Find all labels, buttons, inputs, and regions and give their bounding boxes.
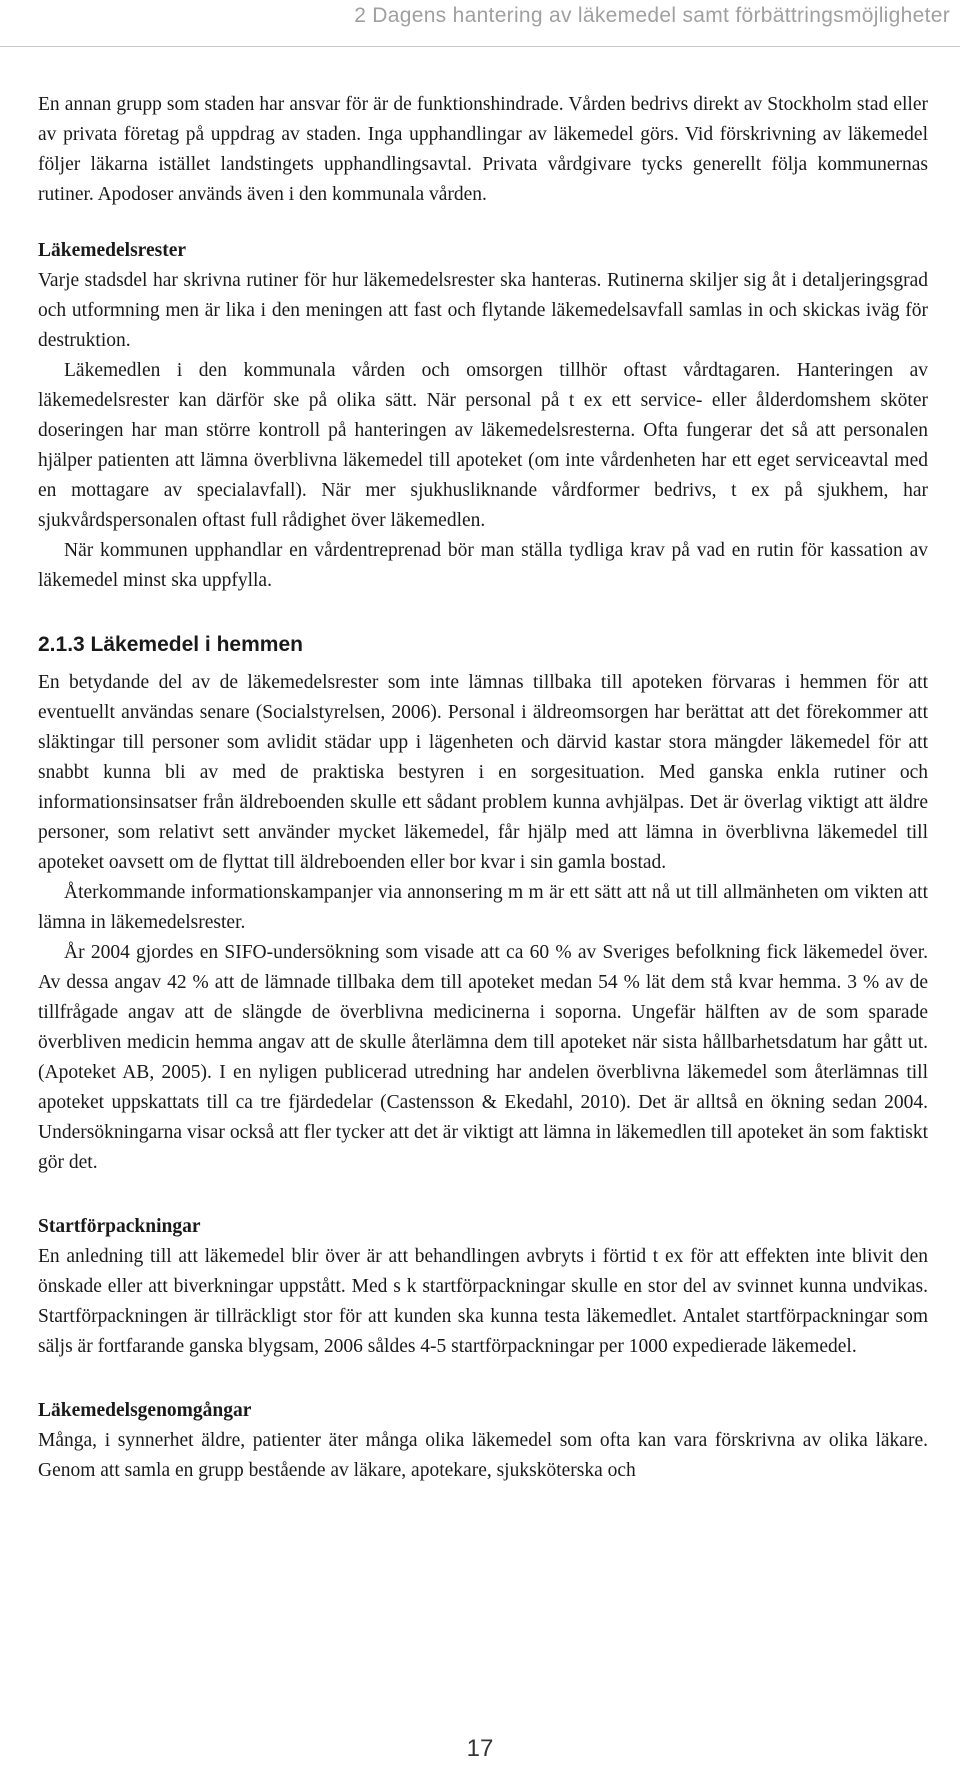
running-header: 2 Dagens hantering av läkemedel samt förbättringsmöjligheter bbox=[354, 4, 950, 27]
body-text bbox=[38, 90, 928, 1486]
paragraph: En anledning till att läkemedel blir över är att behandlingen avbryts i förtid t ex för att effekten inte blivit den önskade eller att biverkningar uppstått. Med s k startförpackningar skulle en stor del av svinnet kunna undvikas. Startförpackningen är tillräckligt stor för att kunden ska kunna testa läkemedlet. Antalet startförpackningar som säljs är fortfarande ganska blygsam, 2006 såldes 4-5 startförpackningar per 1000 expedierade läkemedel. bbox=[38, 1246, 928, 1357]
paragraph: Läkemedlen i den kommunala vården och omsorgen tillhör oftast vårdtagaren. Hanteringen av läkemedelsrester kan därför ske på olika sätt. När personal på t ex ett service- eller ålderdomshem sköter doseringen har man större kontroll på hanteringen av läkemedelsresterna. Ofta fungerar det så att personalen hjälper patienten att lämna överblivna läkemedel till apoteket (om inte vårdenheten har ett eget serviceavtal med en mottagare av specialavfall). När mer sjukhusliknande vårdformer bedrivs, t ex på sjukhem, har sjukvårdspersonalen oftast full rådighet över läkemedlen. bbox=[38, 360, 928, 531]
paragraph: Varje stadsdel har skrivna rutiner för hur läkemedelsrester ska hanteras. Rutinerna skiljer sig åt i detaljeringsgrad och utformning men är lika i den meningen att fast och flytande läkemedelsavfall samlas in och skickas iväg för destruktion. bbox=[38, 270, 928, 351]
paragraph: Många, i synnerhet äldre, patienter äter många olika läkemedel som ofta kan vara förskrivna av olika läkare. Genom att samla en grupp bestående av läkare, apotekare, sjuksköterska och bbox=[38, 1430, 928, 1481]
subheading-startforpackningar: Startförpackningar bbox=[38, 1216, 201, 1237]
header-divider bbox=[0, 46, 960, 47]
paragraph: Återkommande informationskampanjer via annonsering m m är ett sätt att nå ut till allmänheten om vikten att lämna in läkemedelsrester. bbox=[38, 882, 928, 933]
subheading-lakemedelsrester: Läkemedelsrester bbox=[38, 240, 187, 261]
subheading-lakemedelsgenomgangar: Läkemedelsgenomgångar bbox=[38, 1400, 252, 1421]
section-heading-lakemedel-i-hemmen: 2.1.3 Läkemedel i hemmen bbox=[38, 633, 303, 656]
paragraph: År 2004 gjordes en SIFO-undersökning som visade att ca 60 % av Sveriges befolkning fick läkemedel över. Av dessa angav 42 % att de lämnade tillbaka dem till apoteket medan 54 % lät dem stå kvar hemma. 3 % av de tillfrågade angav att de slängde de överblivna medicinerna i soporna. Ungefär hälften av de som sparade överbliven medicin hemma angav att de skulle återlämna dem till apoteket när sista hållbarhetsdatum har gått ut. (Apoteket AB, 2005). I en nyligen publicerad utredning har andelen överblivna läkemedel som återlämnas till apoteket uppskattats till ca tre fjärdedelar (Castensson & Ekedahl, 2010). Det är alltså en ökning sedan 2004. Undersökningarna visar också att fler tycker att det är viktigt att lämna in läkemedlen till apoteket än som faktiskt gör det. bbox=[38, 942, 928, 1173]
page-number: 17 bbox=[466, 1735, 494, 1762]
intro-paragraph: En annan grupp som staden har ansvar för är de funktionshindrade. Vården bedrivs direkt av Stockholm stad eller av privata företag på uppdrag av staden. Inga upphandlingar av läkemedel görs. Vid förskrivning av läkemedel följer läkarna istället landstingets upphandlingsavtal. Privata vårdgivare tycks generellt följa kommunernas rutiner. Apodoser används även i den kommunala vården. bbox=[38, 94, 928, 205]
paragraph: När kommunen upphandlar en vårdentreprenad bör man ställa tydliga krav på vad en rutin för kassation av läkemedel minst ska uppfylla. bbox=[38, 540, 928, 591]
paragraph: En betydande del av de läkemedelsrester som inte lämnas tillbaka till apoteken förvaras i hemmen för att eventuellt användas senare (Socialstyrelsen, 2006). Personal i äldreomsorgen har berättat att det förekommer att släktingar till personer som avlidit städar upp i lägenheten och därvid kastar stora mängder läkemedel för att snabbt kunna bli av med de praktiska bestyren i en sorgesituation. Med ganska enkla rutiner och informationsinsatser från äldreboenden skulle ett sådant problem kunna avhjälpas. Det är överlag viktigt att äldre personer, som relativt sett använder mycket läkemedel, får hjälp med att lämna in överblivna läkemedel till apoteket oavsett om de flyttat till äldreboenden eller bor kvar i sin gamla bostad. bbox=[38, 672, 928, 873]
